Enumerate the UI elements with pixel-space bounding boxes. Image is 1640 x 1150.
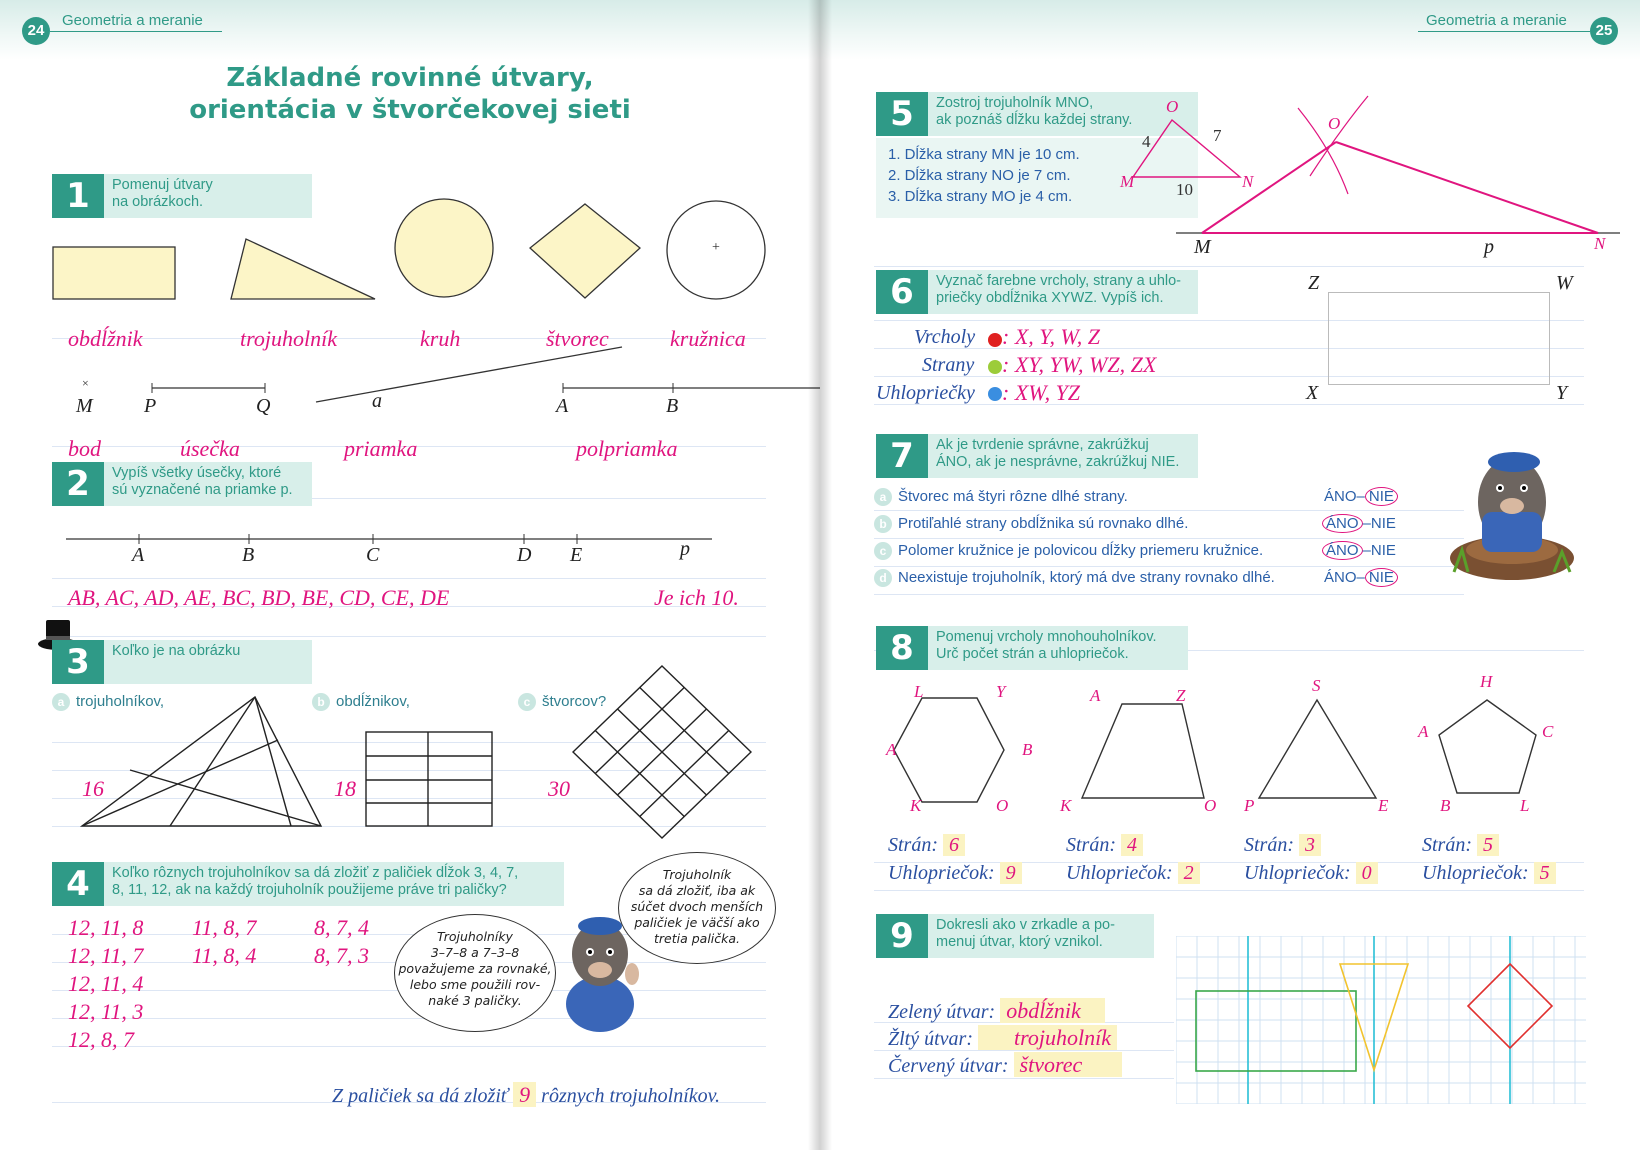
task-3-figures [0, 660, 820, 850]
triple: 12, 11, 8 [68, 915, 144, 940]
header-rule [50, 31, 222, 32]
construction-label-n: N [1594, 234, 1606, 253]
statement-text: Protiľahlé strany obdĺžnika sú rovnako dlhé. [898, 515, 1189, 532]
task-text: Koľko je na obrázku [112, 643, 241, 659]
sentence-end: rôznych trojuholníkov. [541, 1085, 721, 1107]
task-number-2: 2 [52, 462, 104, 506]
mole-mascot-icon [1442, 432, 1582, 582]
letter-badge: b [874, 515, 892, 533]
answer-line: priamka [344, 436, 418, 461]
trapezoid-vertex: A [1090, 686, 1101, 705]
rule [874, 266, 1584, 267]
rectangle-shape [53, 247, 175, 299]
task-number-3: 3 [52, 640, 104, 684]
label-vertices [914, 326, 975, 349]
task-4-instruction [104, 862, 564, 906]
choice-no-circled[interactable]: NIE [1365, 568, 1398, 587]
mole-mascot-icon [556, 904, 646, 1034]
sides-label: Strán: [1244, 834, 1294, 856]
answer-text: X, Y, W, Z [1014, 324, 1101, 349]
label-p: p [680, 538, 690, 560]
speech-bubble-equal-triangles [394, 914, 556, 1032]
row-label: Vrcholy [914, 326, 976, 348]
row-label: Žltý útvar: [888, 1028, 973, 1050]
letter-badge: b [312, 693, 330, 711]
task-text: Ak je tvrdenie správne, zakrúžkuj [936, 437, 1149, 453]
construction-label-p: p [1484, 236, 1494, 258]
item-label: trojuholníkov, [76, 693, 165, 710]
section-title-right: Geometria a meranie [1426, 12, 1567, 29]
side-on [1336, 142, 1598, 233]
statement-a [874, 488, 1128, 506]
triangle-diagonals [1244, 862, 1378, 885]
header-band [820, 0, 1640, 60]
sketch-label-m: M [1120, 172, 1135, 191]
task-number-1: 1 [52, 174, 104, 218]
statement-c [874, 542, 1263, 560]
answer-rectangles: 18 [334, 776, 356, 801]
red-shape-answer: štvorec [1014, 1052, 1123, 1077]
bubble-line: súčet dvoch menších [630, 899, 764, 914]
trapezoid-sides [1066, 834, 1143, 857]
task-text: 8, 11, 12, ak na každý trojuholník použijeme práve tri paličky? [112, 882, 507, 898]
triangle-vertex: S [1312, 676, 1321, 695]
hexagon-vertex: A [886, 740, 897, 759]
task-text: Urč počet strán a uhlopriečok. [936, 646, 1129, 662]
given-length: 1. Dĺžka strany MN je 10 cm. [888, 146, 1080, 163]
task-2-instruction [104, 462, 312, 506]
choice-c[interactable] [1322, 542, 1396, 559]
task-text: ÁNO, ak je nesprávne, zakrúžkuj NIE. [936, 454, 1180, 470]
task-7-instruction [928, 434, 1198, 478]
task-number-7: 7 [876, 434, 928, 478]
rule [874, 594, 1464, 595]
pentagon-vertex: B [1440, 796, 1451, 815]
triangle-list-col-3 [314, 914, 369, 970]
answer-squares: 30 [548, 776, 570, 801]
diagonals-label: Uhlopriečok: [1066, 862, 1173, 884]
page-number-left: 24 [22, 17, 50, 45]
title-line-1: Základné rovinné útvary, [226, 63, 594, 93]
red-dot [988, 333, 1002, 347]
answer-point: bod [68, 436, 101, 461]
triangle-figure [82, 697, 321, 826]
answer-triangle: trojuholník [240, 326, 337, 351]
pentagon-sides [1422, 834, 1499, 857]
task-6-instruction [928, 270, 1198, 314]
rule [874, 538, 1464, 539]
circle-center-mark: + [712, 240, 720, 255]
sides-label: Strán: [1066, 834, 1116, 856]
task-number-6: 6 [876, 270, 928, 314]
sides-label: Strán: [888, 834, 938, 856]
diagonals-label: Uhlopriečok: [888, 862, 995, 884]
answer-count: 9 [513, 1082, 536, 1107]
choice-no-circled[interactable]: NIE [1365, 487, 1398, 506]
pentagon-vertex: A [1418, 722, 1429, 741]
task-8-instruction [928, 626, 1188, 670]
choice-dash: – [1356, 569, 1365, 586]
pentagon-vertex: H [1480, 672, 1493, 691]
bubble-line: Trojuholník [662, 867, 732, 882]
choice-a[interactable] [1324, 488, 1398, 505]
task-number-9: 9 [876, 914, 928, 958]
triangle [1259, 700, 1376, 798]
triple: 11, 8, 4 [192, 943, 257, 968]
statement-b [874, 515, 1188, 533]
hexagon-vertex: O [996, 796, 1009, 815]
task-8-polygons [820, 680, 1640, 810]
trapezoid-vertex: Z [1176, 686, 1186, 705]
label-point-a: A [556, 395, 569, 417]
answer-ray: polpriamka [576, 436, 678, 461]
label-a: A [132, 544, 145, 566]
disc-shape [395, 199, 493, 297]
task-text: Vyznač farebne vrcholy, strany a uhlo- [936, 273, 1182, 289]
mirror-grid [1176, 936, 1586, 1104]
sketch-label-o: O [1166, 97, 1179, 116]
task-number-4: 4 [52, 862, 104, 906]
label-c: C [366, 544, 380, 566]
sketch-side-4: 4 [1142, 132, 1151, 151]
blue-dot [988, 387, 1002, 401]
task-text: sú vyznačené na priamke p. [112, 482, 293, 498]
answer-rectangle: obdĺžnik [68, 326, 143, 351]
task-9-instruction [928, 914, 1154, 958]
answer-sides: : XY, YW, WZ, ZX [1002, 352, 1157, 377]
rule [52, 636, 766, 637]
triangle-vertex: E [1378, 796, 1389, 815]
rectangle-xywz [1328, 292, 1550, 385]
bubble-line: lebo sme použili rov- [409, 977, 541, 992]
hexagon-sides [888, 834, 965, 857]
rule [874, 1078, 1174, 1079]
bubble-line: 3–7–8 a 7–3–8 [430, 945, 520, 960]
label-d: D [517, 544, 532, 566]
answer-circle: kružnica [670, 326, 746, 351]
task-text: priečky obdĺžnika XYWZ. Vypíš ich. [936, 290, 1164, 306]
label-e: E [570, 544, 583, 566]
task-text: menuj útvar, ktorý vznikol. [936, 934, 1103, 950]
letter-badge: c [874, 542, 892, 560]
item-label: obdĺžnikov, [336, 693, 410, 710]
rule [874, 890, 1584, 891]
pentagon [1439, 700, 1536, 793]
diagonals-value: 5 [1534, 862, 1556, 884]
rectangle-grid-figure [366, 732, 492, 826]
rule [52, 1046, 766, 1047]
construction-label-o: O [1328, 114, 1341, 133]
pentagon-vertex: C [1542, 722, 1554, 741]
statement-text: Štvorec má štyri rôzne dlhé strany. [898, 488, 1128, 505]
task-text: Dokresli ako v zrkadle a po- [936, 917, 1115, 933]
row-label: Uhlopriečky [876, 382, 975, 404]
label-line-a: a [372, 390, 382, 412]
hexagon-vertex: Y [996, 682, 1006, 701]
bubble-line: Trojuholníky [437, 929, 513, 944]
label-point-q: Q [256, 395, 271, 417]
choice-no[interactable]: NIE [1370, 515, 1396, 532]
answer-square: štvorec [546, 326, 609, 351]
label-diagonals [876, 382, 975, 405]
task-1-shapes [0, 190, 820, 420]
choice-yes-circled[interactable]: ÁNO [1322, 514, 1363, 533]
line-a [316, 347, 622, 402]
hexagon-diagonals [888, 862, 1022, 885]
trapezoid-vertex: O [1204, 796, 1217, 815]
pentagon-diagonals [1422, 862, 1556, 885]
rule [52, 578, 766, 579]
corner-z: Z [1308, 272, 1320, 294]
point-m-mark: × [82, 376, 89, 390]
triple: 12, 11, 3 [68, 999, 144, 1024]
square-shape [530, 204, 640, 298]
task-number-8: 8 [876, 626, 928, 670]
task-text: Zostroj trojuholník MNO, [936, 95, 1094, 111]
choice-yes[interactable]: ÁNO [1324, 569, 1357, 586]
given-length: 2. Dĺžka strany NO je 7 cm. [888, 167, 1071, 184]
triple: 12, 8, 7 [68, 1027, 134, 1052]
green-rectangle [1196, 991, 1356, 1071]
line-p [0, 525, 820, 555]
sides-value: 3 [1299, 834, 1321, 856]
answer-text: XW, YZ [1014, 380, 1081, 405]
statement-d [874, 569, 1275, 587]
task-4-conclusion [332, 1082, 720, 1108]
side-mo [1202, 142, 1336, 233]
choice-dash: – [1362, 542, 1371, 559]
section-title-left: Geometria a meranie [62, 12, 203, 29]
hexagon [894, 698, 1004, 802]
choice-yes[interactable]: ÁNO [1324, 488, 1357, 505]
bubble-line: považujeme za rovnaké, [398, 961, 552, 976]
answer-segment: úsečka [180, 436, 240, 461]
label-point-m: M [76, 395, 93, 417]
triangle-vertex: P [1244, 796, 1255, 815]
trapezoid-diagonals [1066, 862, 1200, 885]
choice-d[interactable] [1324, 569, 1398, 586]
answer-segments: AB, AC, AD, AE, BC, BD, BE, CD, CE, DE [68, 585, 450, 610]
answer-text: XY, YW, WZ, ZX [1014, 352, 1157, 377]
row-label: Zelený útvar: [888, 1001, 996, 1023]
sides-label: Strán: [1422, 834, 1472, 856]
triple: 11, 8, 7 [192, 915, 257, 940]
letter-badge: a [874, 488, 892, 506]
diagonals-value: 9 [1000, 862, 1022, 884]
page-number-right: 25 [1590, 17, 1618, 45]
sides-value: 4 [1121, 834, 1143, 856]
diagonals-value: 0 [1356, 862, 1378, 884]
pentagon-vertex: L [1520, 796, 1530, 815]
green-dot [988, 360, 1002, 374]
item-label: štvorcov? [542, 693, 607, 710]
triangle-list-col-2 [192, 914, 256, 970]
choice-dash: – [1356, 488, 1365, 505]
statement-text: Neexistuje trojuholník, ktorý má dve strany rovnako dlhé. [898, 569, 1275, 586]
triple: 12, 11, 4 [68, 971, 144, 996]
diagonals-label: Uhlopriečok: [1244, 862, 1351, 884]
triangle-list-col-1 [68, 914, 143, 1054]
title-line-2: orientácia v štvorčekovej sieti [189, 95, 631, 125]
triple: 8, 7, 3 [314, 943, 369, 968]
letter-badge: a [52, 693, 70, 711]
sides-value: 5 [1477, 834, 1499, 856]
bubble-line: naké 3 paličky. [428, 993, 522, 1008]
red-shape-row [888, 1052, 1122, 1078]
green-shape-row [888, 998, 1105, 1024]
sketch-side-10: 10 [1176, 180, 1193, 199]
rule [52, 1018, 766, 1019]
diagonals-label: Uhlopriečok: [1422, 862, 1529, 884]
choice-dash: – [1362, 515, 1371, 532]
choice-yes-circled[interactable]: ÁNO [1322, 541, 1363, 560]
sides-value: 6 [943, 834, 965, 856]
rule [874, 404, 1584, 405]
task-text: ak poznáš dĺžku každej strany. [936, 112, 1133, 128]
label-point-p: P [144, 395, 157, 417]
letter-badge: c [518, 693, 536, 711]
triangle-shape [231, 239, 375, 299]
given-length: 3. Dĺžka strany MO je 4 cm. [888, 188, 1073, 205]
diagonals-value: 2 [1178, 862, 1200, 884]
triple: 12, 11, 7 [68, 943, 144, 968]
trapezoid-vertex: K [1060, 796, 1072, 815]
letter-badge: d [874, 569, 892, 587]
bubble-line: sa dá zložiť, iba ak [638, 883, 756, 898]
header-rule [1418, 31, 1590, 32]
sketch-label-n: N [1242, 172, 1254, 191]
task-text: Pomenuj útvary [112, 177, 213, 193]
answer-disc: kruh [420, 326, 461, 351]
answer-vertices: : X, Y, W, Z [1002, 324, 1101, 349]
hexagon-vertex: K [910, 796, 922, 815]
task-number-5: 5 [876, 92, 928, 136]
rule [874, 510, 1464, 511]
label-sides [922, 354, 974, 377]
triple: 8, 7, 4 [314, 915, 369, 940]
corner-x: X [1306, 382, 1319, 404]
book-spine-shadow [808, 0, 832, 1150]
bubble-line: tretia palička. [653, 931, 741, 946]
bubble-line: paličiek je väčší ako [634, 915, 760, 930]
row-label: Červený útvar: [888, 1055, 1009, 1077]
yellow-shape-answer: trojuholník [978, 1025, 1117, 1050]
green-shape-answer: obdĺžnik [1000, 998, 1105, 1023]
answer-segment-count: Je ich 10. [654, 585, 739, 610]
right-page [820, 0, 1640, 1150]
hexagon-vertex: B [1022, 740, 1033, 759]
trapezoid [1082, 704, 1204, 798]
task-text: Koľko rôznych trojuholníkov sa dá zložiť z paličiek dĺžok 3, 4, 7, [112, 865, 519, 881]
square-grid-figure [573, 666, 751, 838]
header-band [0, 0, 820, 60]
statement-text: Polomer kružnice je polovicou dĺžky priemeru kružnice. [898, 542, 1264, 559]
sentence-start: Z paličiek sa dá zložiť [332, 1085, 509, 1107]
yellow-shape-row [888, 1025, 1117, 1051]
construction-label-m: M [1194, 236, 1211, 258]
answer-diagonals: : XW, YZ [1002, 380, 1081, 405]
task-text: na obrázkoch. [112, 194, 204, 210]
hexagon-vertex: L [914, 682, 924, 701]
sketch-side-7: 7 [1213, 126, 1222, 145]
label-b: B [242, 544, 255, 566]
triangle-sides [1244, 834, 1321, 857]
choice-no[interactable]: NIE [1370, 542, 1396, 559]
row-label: Strany [922, 354, 975, 376]
task-5-construction [820, 90, 1640, 260]
task-text: Vypíš všetky úsečky, ktoré [112, 465, 282, 481]
corner-w: W [1556, 272, 1573, 294]
answer-triangles: 16 [82, 776, 104, 801]
rule [874, 566, 1464, 567]
choice-b[interactable] [1322, 515, 1396, 532]
task-text: Pomenuj vrcholy mnohouholníkov. [936, 629, 1157, 645]
label-point-b: B [666, 395, 679, 417]
corner-y: Y [1556, 382, 1568, 404]
page-title [170, 62, 650, 126]
